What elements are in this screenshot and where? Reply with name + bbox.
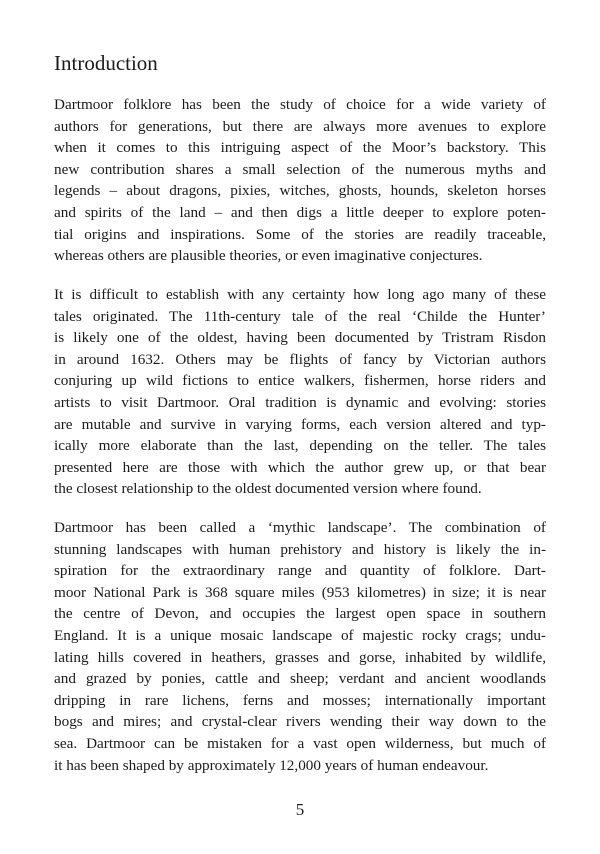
paragraph-line: Dartmoor folklore has been the study of choice for a wide variety of (54, 96, 546, 113)
page-number: 5 (295, 800, 305, 819)
paragraph-line: Dartmoor has been called a ‘mythic landscape’. The combination of (54, 519, 546, 536)
paragraph-line: stunning landscapes with human prehistory and history is likely the in- (54, 540, 546, 558)
paragraph-line: sea. Dartmoor can be mistaken for a vast open wilderness, but much of (54, 734, 546, 752)
paragraph-line: and spirits of the land – and then digs a little deeper to explore poten- (54, 203, 546, 221)
paragraph-line: It is difficult to establish with any certainty how long ago many of these (54, 286, 546, 303)
chapter-heading: Introduction (54, 51, 158, 75)
paragraph-line: tales originated. The 11th-century tale of the real ‘Childe the Hunter’ (54, 307, 546, 325)
paragraph-line: authors for generations, but there are always more avenues to explore (54, 117, 546, 135)
paragraph-2 (54, 284, 546, 500)
paragraph-line: ically more elaborate than the last, depending on the teller. The tales (54, 437, 546, 455)
paragraph-1 (54, 94, 546, 267)
paragraph-line: spiration for the extraordinary range and quantity of folklore. Dart- (54, 562, 546, 580)
paragraph-line: whereas others are plausible theories, or even imaginative conjectures. (54, 247, 483, 265)
paragraph-line: it has been shaped by approximately 12,000 years of human endeavour. (54, 756, 489, 774)
paragraph-line: legends – about dragons, pixies, witches, ghosts, hounds, skeleton horses (54, 182, 546, 200)
paragraph-line: in around 1632. Others may be flights of fancy by Victorian authors (54, 350, 546, 368)
paragraph-3 (54, 517, 546, 776)
paragraph-line: the centre of Devon, and occupies the largest open space in southern (54, 605, 546, 623)
paragraph-line: when it comes to this intriguing aspect of the Moor’s backstory. This (54, 139, 546, 157)
paragraph-line: the closest relationship to the oldest documented version where found. (54, 480, 482, 498)
paragraph-line: and grazed by ponies, cattle and sheep; verdant and ancient woodlands (54, 670, 546, 688)
paragraph-line: lating hills covered in heathers, grasses and gorse, inhabited by wildlife, (54, 648, 546, 666)
paragraph-line: England. It is a unique mosaic landscape of majestic rocky crags; undu- (54, 626, 546, 644)
paragraph-line: new contribution shares a small selection of the numerous myths and (54, 160, 546, 178)
paragraph-line: are mutable and survive in varying forms, each version altered and typ- (54, 415, 546, 433)
paragraph-line: moor National Park is 368 square miles (953 kilometres) in size; it is near (54, 583, 546, 601)
paragraph-line: conjuring up wild fictions to entice walkers, fishermen, horse riders and (54, 372, 546, 390)
paragraph-line: is likely one of the oldest, having been documented by Tristram Risdon (54, 329, 546, 347)
paragraph-line: tial origins and inspirations. Some of the stories are readily traceable, (54, 225, 546, 243)
book-page (54, 0, 546, 854)
paragraph-line: presented here are those with which the author grew up, or that bear (54, 458, 546, 476)
paragraph-line: bogs and mires; and crystal-clear rivers wending their way down to the (54, 713, 546, 731)
paragraph-line: artists to visit Dartmoor. Oral tradition is dynamic and evolving: stories (54, 393, 546, 411)
paragraph-line: dripping in rare lichens, ferns and mosses; internationally important (54, 691, 546, 709)
